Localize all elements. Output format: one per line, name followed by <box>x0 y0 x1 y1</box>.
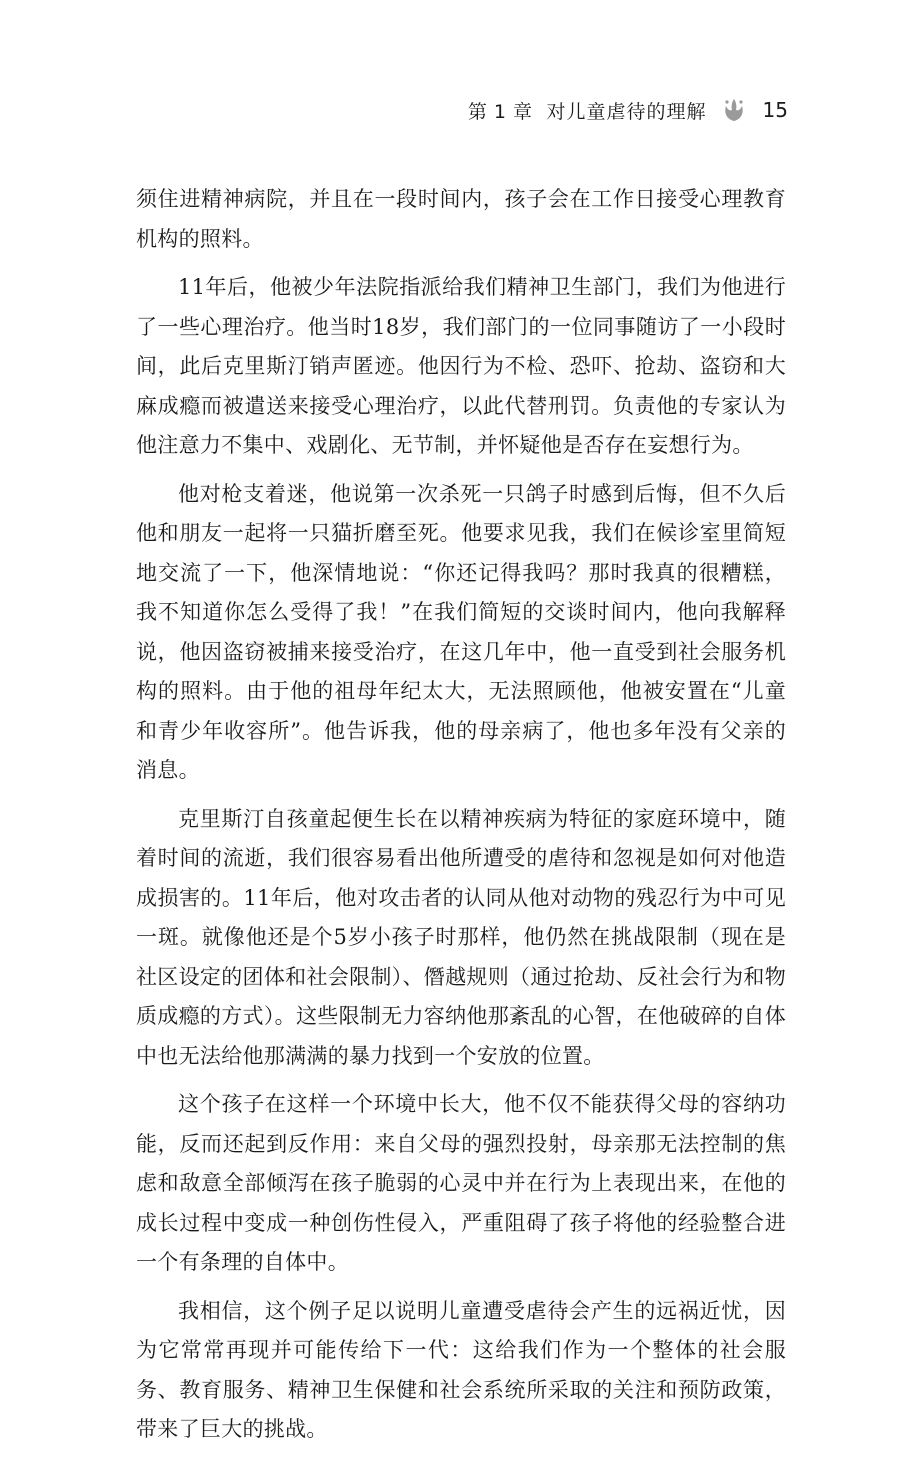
running-header <box>468 96 788 124</box>
paragraph: 克里斯汀自孩童起便生长在以精神疾病为特征的家庭环境中，随着时间的流逝，我们很容易看出他所遭受的虐待和忽视是如何对他造成损害的。11年后，他对攻击者的认同从他对动物的残忍行为中可见一斑。就像他还是个5岁小孩子时那样，他仍然在挑战限制（现在是社区设定的团体和社会限制）、僭越规则（通过抢劫、反社会行为和物质成瘾的方式）。这些限制无力容纳他那紊乱的心智，在他破碎的自体中也无法给他那满满的暴力找到一个安放的位置。 <box>136 806 786 1068</box>
paragraph: 他对枪支着迷，他说第一次杀死一只鸽子时感到后悔，但不久后他和朋友一起将一只猫折磨至死。他要求见我，我们在候诊室里简短地交流了一下，他深情地说：“你还记得我吗？那时我真的很糟糕，我不知道你怎么受得了我！”在我们简短的交谈时间内，他向我解释说，他因盗窃被捕来接受治疗，在这几年中，他一直受到社会服务机构的照料。由于他的祖母年纪太大，无法照顾他，他被安置在“儿童和青少年收容所”。他告诉我，他的母亲病了，他也多年没有父亲的消息。 <box>136 481 786 782</box>
paragraph: 11年后，他被少年法院指派给我们精神卫生部门，我们为他进行了一些心理治疗。他当时18岁，我们部门的一位同事随访了一小段时间，此后克里斯汀销声匿迹。他因行为不检、恐吓、抢劫、盗窃和大麻成瘾而被遣送来接受心理治疗，以此代替刑罚。负责他的专家认为他注意力不集中、戏剧化、无节制，并怀疑他是否存在妄想行为。 <box>136 275 786 457</box>
chapter-label: 第 1 章 <box>467 100 533 123</box>
chapter-title: 对儿童虐待的理解 <box>546 100 707 123</box>
page-number: 15 <box>762 98 788 122</box>
leaf-icon <box>723 98 745 122</box>
paragraph: 须住进精神病院，并且在一段时间内，孩子会在工作日接受心理教育机构的照料。 <box>136 187 786 251</box>
paragraph: 我相信，这个例子足以说明儿童遭受虐待会产生的远祸近忧，因为它常常再现并可能传给下一代：这给我们作为一个整体的社会服务、教育服务、精神卫生保健和社会系统所采取的关注和预防政策，带来了巨大的挑战。 <box>136 1298 786 1441</box>
body-text <box>136 180 786 1459</box>
paragraph: 这个孩子在这样一个环境中长大，他不仅不能获得父母的容纳功能，反而还起到反作用：来自父母的强烈投射，母亲那无法控制的焦虑和敌意全部倾泻在孩子脆弱的心灵中并在行为上表现出来，在他的成长过程中变成一种创伤性侵入，严重阻碍了孩子将他的经验整合进一个有条理的自体中。 <box>136 1092 786 1274</box>
